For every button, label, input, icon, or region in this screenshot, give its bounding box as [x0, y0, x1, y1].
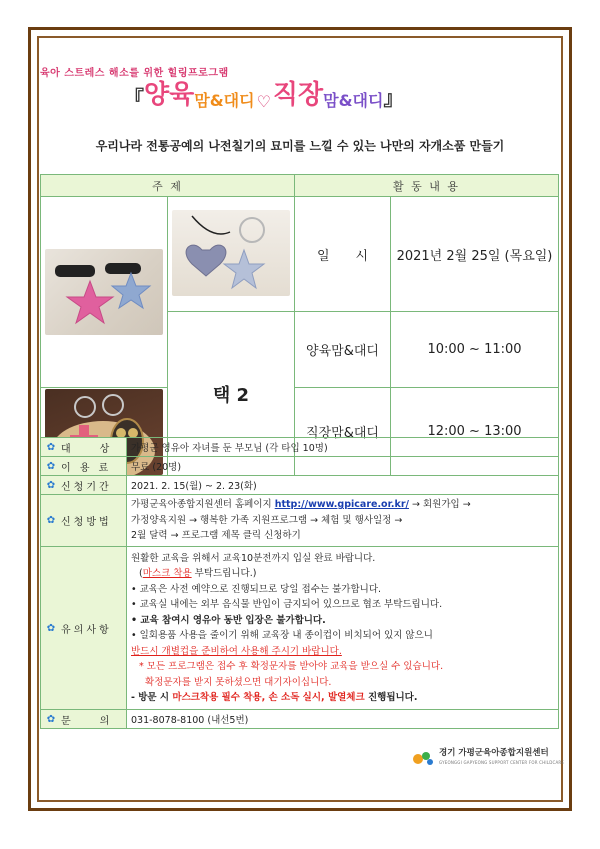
title-part2-small: 맘&대디 — [323, 91, 384, 110]
center-logo-subtitle: GYEONGGI GAPYEONG SUPPORT CENTER FOR CHILDCARE — [439, 760, 565, 765]
info-label-period: ✿ 신청기간 — [41, 476, 127, 495]
center-logo-name: 경기 가평군육아종합지원센터 — [439, 748, 549, 758]
flower-icon: ✿ — [46, 622, 56, 634]
photo-cell-1 — [41, 197, 168, 388]
center-logo-icon — [412, 749, 434, 767]
program-table — [40, 174, 559, 476]
info-label-method: ✿ 신청방법 — [41, 495, 127, 547]
title-open-bracket: 『 — [124, 86, 144, 110]
title-close-bracket: 』 — [383, 86, 404, 110]
program-title — [124, 79, 403, 111]
info-label-target: ✿ 대 상 — [41, 438, 127, 457]
flower-icon: ✿ — [46, 479, 56, 491]
flower-icon: ✿ — [46, 713, 56, 725]
topic-header: 주 제 — [41, 175, 295, 197]
homepage-link[interactable]: http://www.gpicare.or.kr/ — [274, 499, 409, 511]
row-label-parent: 양육맘&대디 — [295, 312, 391, 388]
item-choice: 택 2 — [168, 312, 295, 476]
info-label-fee: ✿ 이 용 료 — [41, 457, 127, 476]
program-description: 우리나라 전통공예의 나전칠기의 묘미를 느낄 수 있는 나만의 자개소품 만들기 — [95, 139, 505, 153]
title-part1-small: 맘&대디 — [194, 91, 255, 110]
flower-icon: ✿ — [46, 441, 56, 453]
info-value-fee: 무료 (20명) — [127, 457, 559, 476]
info-value-contact: 031-8078-8100 (내선5번) — [127, 710, 559, 729]
center-logo — [412, 749, 564, 767]
row-label-date: 일 시 — [295, 197, 391, 312]
title-part1-big: 양육 — [144, 80, 195, 110]
info-value-method: 가평군육아종합지원센터 홈페이지 http://www.gpicare.or.kr/ → 회원가입 → 가정양육지원 → 행복한 가족 지원프로그램 → 체험 및 행사일정 → 2월 달력 → 프로그램 제목 클릭 신청하기 — [127, 495, 559, 547]
info-value-notes: 원활한 교육을 위해서 교육10분전까지 입실 완료 바랍니다. (마스크 착용 부탁드립니다.) • 교육은 사전 예약으로 진행되므로 당일 접수는 불가합니다. • 교육실 내에는 외부 음식물 반입이 금지되어 있으므로 협조 부탁드립니다. • 교육 참여시 영유아 동반 입장은 불가합니다. • 일회용품 사용을 줄이기 위해 교육장 내 종이컵이 비치되어 있지 않으니 반드시 개별컵을 준비하여 사용해 주시기 바랍니다. * 모든 프로그램은 접수 후 확정문자를 받아야 교육을 받으실 수 있습니다. 확정문자를 받지 못하셨으면 대기자이십니다. - 방문 시 마스크착용 필수 착용, 손 소독 실시, 발열체크 진행됩니다. — [127, 547, 559, 710]
title-part2-big: 직장 — [272, 80, 324, 110]
row-value-worker: 12:00 ~ 13:00 — [391, 388, 559, 476]
photo-star-hairpins — [45, 249, 163, 335]
program-subtitle: 육아 스트레스 해소를 위한 힐링프로그램 — [40, 68, 229, 79]
flower-icon: ✿ — [46, 460, 56, 472]
flower-icon: ✿ — [46, 515, 56, 526]
info-table — [40, 437, 559, 729]
info-value-target: 가평군 영유아 자녀를 둔 부모님 (각 타입 10명) — [127, 438, 559, 457]
title-heart-icon: ♡ — [256, 92, 271, 111]
info-label-contact: ✿ 문 의 — [41, 710, 127, 729]
photo-heart-keyrings — [172, 210, 290, 296]
activity-header: 활 동 내 용 — [295, 175, 559, 197]
info-value-period: 2021. 2. 15(월) ~ 2. 23(화) — [127, 476, 559, 495]
row-value-date: 2021년 2월 25일 (목요일) — [391, 197, 559, 312]
row-value-parent: 10:00 ~ 11:00 — [391, 312, 559, 388]
info-label-notes: ✿ 유의사항 — [41, 547, 127, 710]
row-label-worker: 직장맘&대디 — [295, 388, 391, 476]
